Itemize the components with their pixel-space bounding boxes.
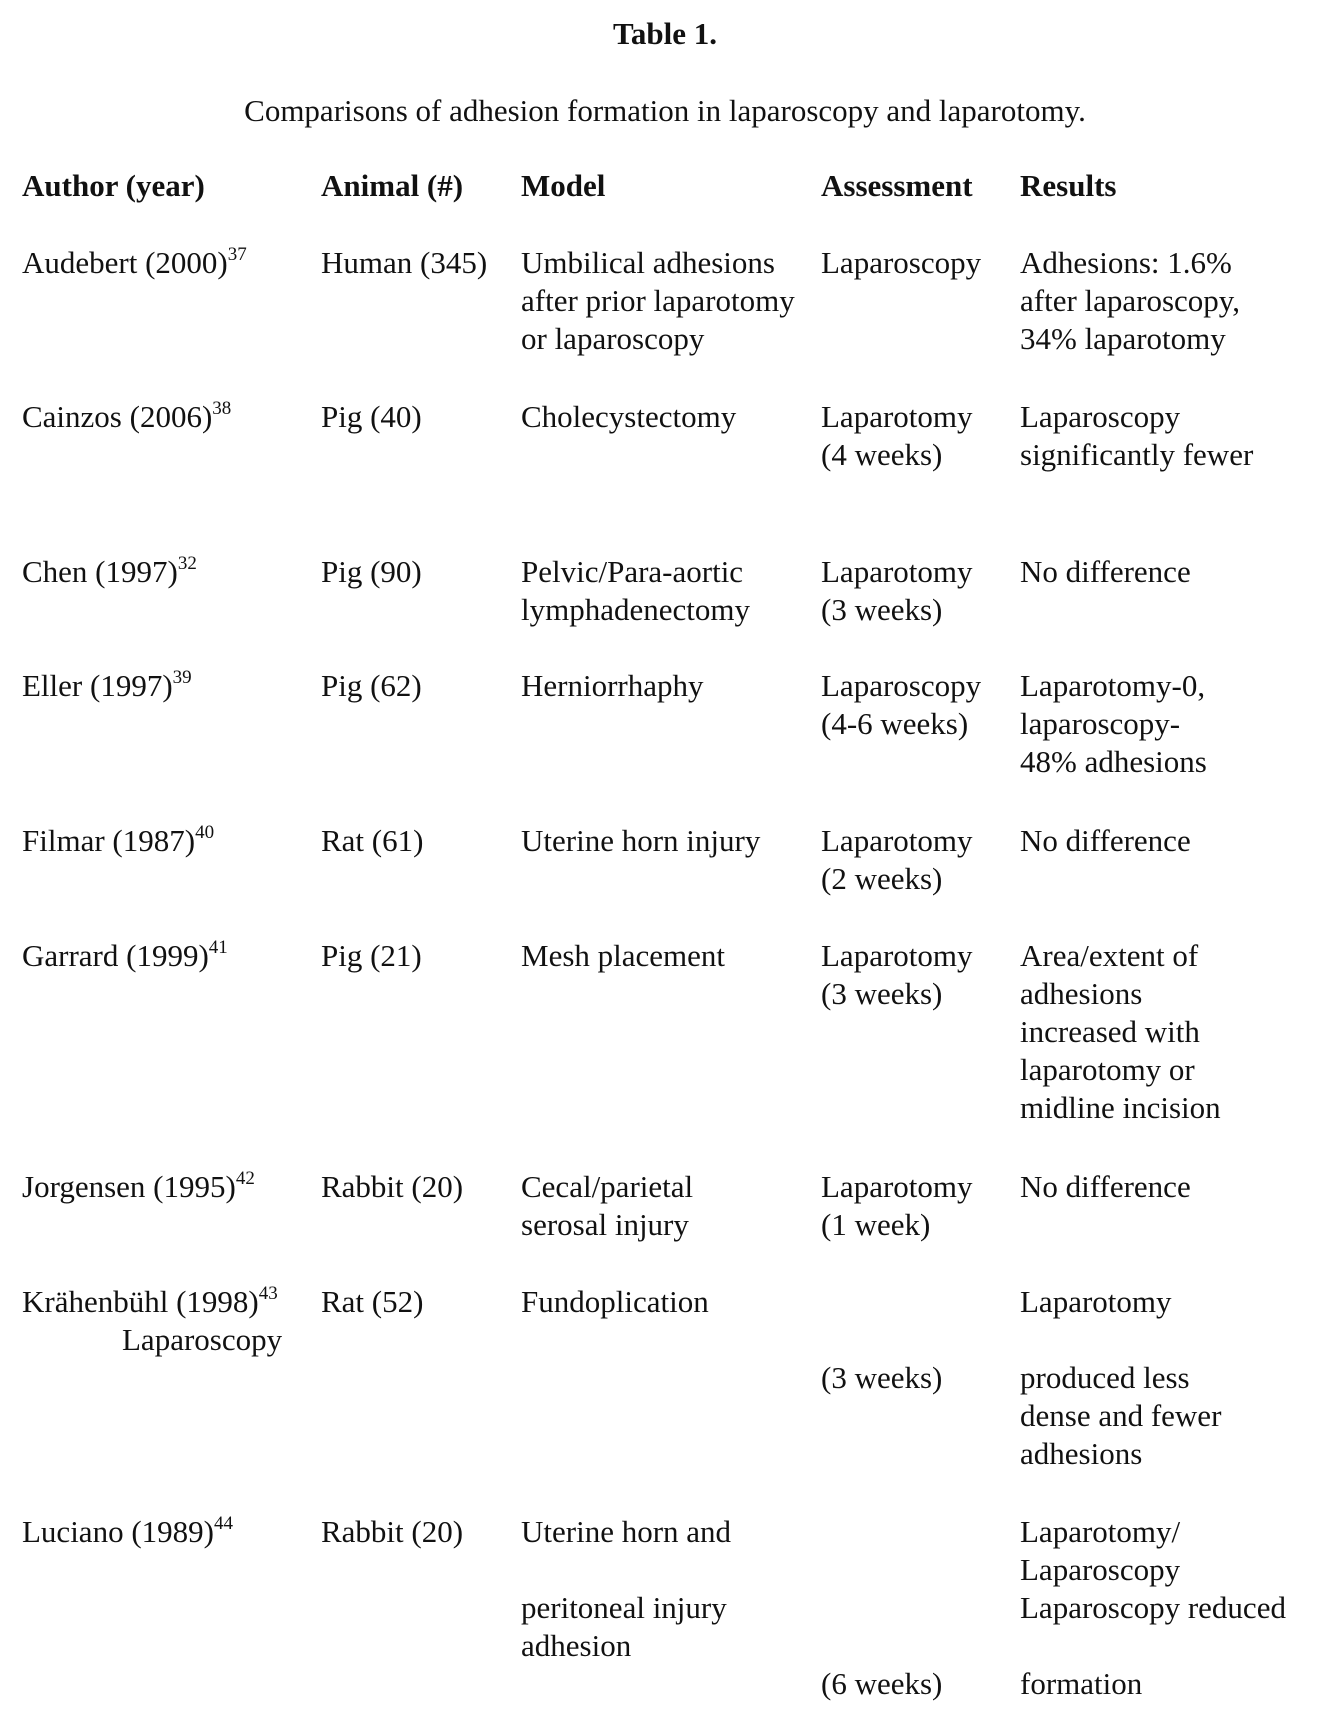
assessment-cell: Laparotomy (2 weeks)	[821, 823, 973, 896]
model-cell: Uterine horn injury	[521, 823, 761, 858]
header-results: Results	[1020, 168, 1117, 203]
results-cell: No difference	[1020, 823, 1191, 858]
author-cell: Eller $(1997)^{39}$	[22, 667, 192, 703]
assessment-cell: (3 weeks)	[821, 1360, 943, 1395]
animal-cell: Rat (61)	[321, 823, 424, 858]
model-cell: Mesh placement	[521, 938, 726, 973]
model-cell: peritoneal injury adhesion	[521, 1590, 727, 1663]
results-cell: Laparoscopy significantly fewer	[1020, 399, 1254, 472]
author-cell-continuation: Laparoscopy	[122, 1322, 283, 1357]
results-cell: produced less dense and fewer adhesions	[1020, 1360, 1222, 1471]
table-caption: Comparisons of adhesion formation in laparoscopy and laparotomy.	[244, 93, 1086, 128]
results-cell-top: Laparotomy	[1020, 1284, 1172, 1319]
reference-superscript: 40	[195, 822, 215, 843]
assessment-cell: Laparotomy (4 weeks)	[821, 399, 973, 472]
model-cell-top: Uterine horn and	[521, 1514, 732, 1549]
reference-superscript: 37	[227, 244, 247, 265]
results-cell: formation	[1020, 1666, 1143, 1701]
model-cell: Herniorrhaphy	[521, 668, 704, 703]
animal-cell: Pig (62)	[321, 668, 422, 703]
assessment-cell: Laparoscopy (4-6 weeks)	[821, 668, 982, 741]
author-cell: Jorgensen $(1995)^{42}$	[22, 1168, 255, 1204]
assessment-cell: Laparotomy (3 weeks)	[821, 554, 973, 627]
animal-cell: Rat (52)	[321, 1284, 424, 1319]
header-animal: Animal (#)	[321, 168, 464, 203]
animal-cell: Pig (21)	[321, 938, 422, 973]
header-model: Model	[521, 168, 606, 203]
model-cell: Pelvic/Para-aortic lymphadenectomy	[521, 554, 750, 627]
author-cell: Krähenbühl $(1998)^{43}$	[22, 1283, 278, 1319]
table-title: Table 1.	[613, 16, 717, 51]
animal-cell: Pig (90)	[321, 554, 422, 589]
assessment-cell: Laparoscopy	[821, 245, 982, 280]
author-cell: Cainzos $(2006)^{38}$	[22, 398, 232, 434]
animal-cell: Pig (40)	[321, 399, 422, 434]
table-header	[0, 166, 1330, 206]
author-cell: Chen $(1997)^{32}$	[22, 553, 197, 589]
reference-superscript: 44	[213, 1513, 233, 1534]
reference-superscript: 42	[235, 1168, 255, 1189]
header-author: Author (year)	[22, 168, 205, 203]
results-cell: No difference	[1020, 1169, 1191, 1204]
results-cell: Laparotomy-0, laparoscopy- 48% adhesions	[1020, 668, 1207, 779]
assessment-cell: (6 weeks)	[821, 1666, 943, 1701]
results-cell: No difference	[1020, 554, 1191, 589]
assessment-cell: Laparotomy (1 week)	[821, 1169, 973, 1242]
author-cell: Garrard $(1999)^{41}$	[22, 937, 228, 973]
author-cell: Luciano $(1989)^{44}$	[22, 1513, 233, 1549]
results-cell: Area/extent of adhesions increased with laparotomy or midline incision	[1020, 938, 1221, 1125]
results-cell: Adhesions: 1.6% after laparoscopy, 34% laparotomy	[1020, 245, 1241, 356]
animal-cell: Rabbit (20)	[321, 1514, 464, 1549]
model-cell: Cecal/parietal serosal injury	[521, 1169, 694, 1242]
reference-superscript: 32	[177, 553, 197, 574]
author-cell: Audebert $(2000)^{37}$	[22, 244, 247, 280]
header-assessment: Assessment	[821, 168, 973, 203]
model-cell: Cholecystectomy	[521, 399, 737, 434]
reference-superscript: 43	[258, 1283, 278, 1304]
model-cell: Umbilical adhesions after prior laparotomy or laparoscopy	[521, 245, 795, 356]
author-cell: Filmar $(1987)^{40}$	[22, 822, 215, 858]
animal-cell: Rabbit (20)	[321, 1169, 464, 1204]
reference-superscript: 39	[172, 667, 192, 688]
results-cell-top: Laparotomy/ Laparoscopy Laparoscopy reduced	[1020, 1514, 1286, 1625]
assessment-cell: Laparotomy (3 weeks)	[821, 938, 973, 1011]
model-cell: Fundoplication	[521, 1284, 709, 1319]
animal-cell: Human (345)	[321, 245, 488, 280]
reference-superscript: 41	[208, 937, 228, 958]
reference-superscript: 38	[212, 398, 232, 419]
